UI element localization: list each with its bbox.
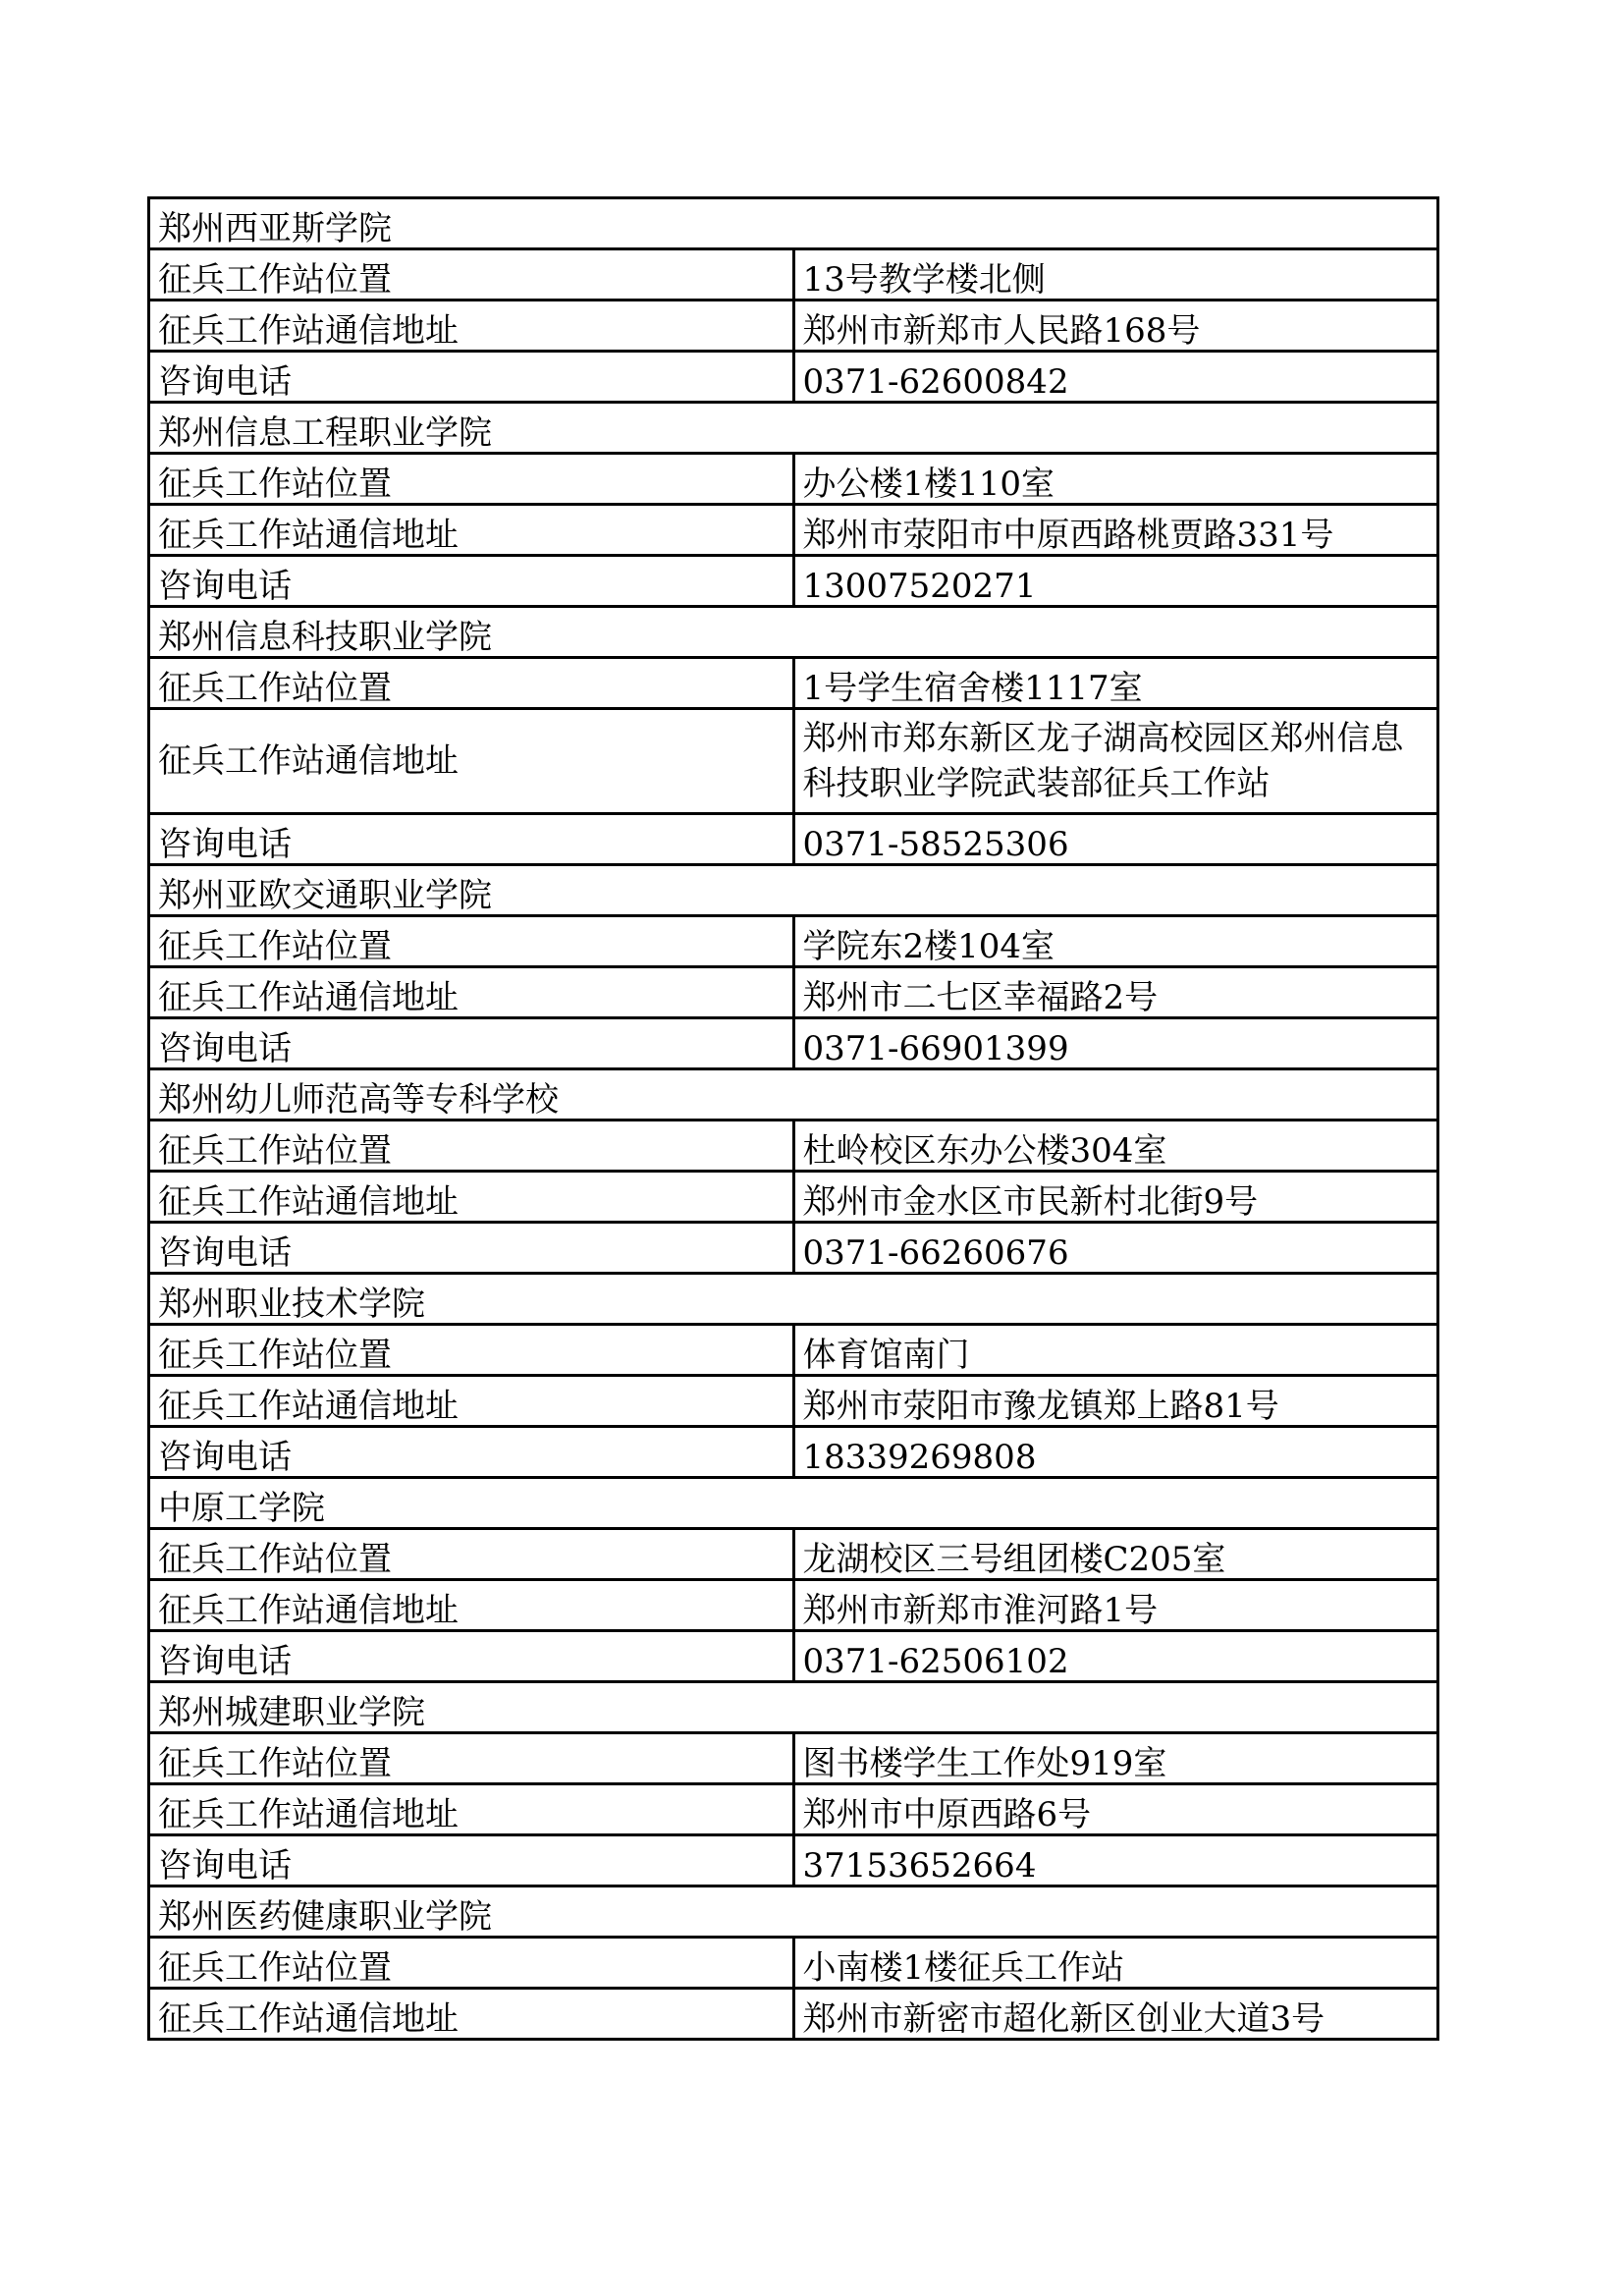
station-address-value: 郑州市新郑市淮河路1号 <box>793 1580 1438 1631</box>
station-location-label: 征兵工作站位置 <box>149 1938 794 1989</box>
table-row <box>149 916 1438 967</box>
station-location-value: 龙湖校区三号组团楼C205室 <box>793 1529 1438 1580</box>
table-row <box>149 1938 1438 1989</box>
table-row <box>149 1631 1438 1682</box>
school-header-row <box>149 403 1438 454</box>
consult-phone-value: 13007520271 <box>793 556 1438 607</box>
table-row <box>149 658 1438 709</box>
table-row <box>149 967 1438 1018</box>
station-location-value: 13号教学楼北侧 <box>793 249 1438 301</box>
table-row <box>149 249 1438 301</box>
school-header-row <box>149 1886 1438 1938</box>
school-header-row <box>149 1274 1438 1325</box>
station-location-label: 征兵工作站位置 <box>149 249 794 301</box>
recruitment-station-table <box>147 196 1439 2041</box>
table-row <box>149 1529 1438 1580</box>
school-header-row <box>149 607 1438 658</box>
station-address-value: 郑州市荥阳市豫龙镇郑上路81号 <box>793 1376 1438 1427</box>
station-address-label: 征兵工作站通信地址 <box>149 505 794 556</box>
station-address-value: 郑州市二七区幸福路2号 <box>793 967 1438 1018</box>
consult-phone-label: 咨询电话 <box>149 556 794 607</box>
station-address-label: 征兵工作站通信地址 <box>149 1989 794 2040</box>
table-row <box>149 1121 1438 1172</box>
station-address-value: 郑州市新密市超化新区创业大道3号 <box>793 1989 1438 2040</box>
school-header-row <box>149 1478 1438 1529</box>
table-row <box>149 505 1438 556</box>
table-body <box>149 198 1438 2040</box>
station-address-value: 郑州市中原西路6号 <box>793 1784 1438 1835</box>
table-row <box>149 1376 1438 1427</box>
table-row <box>149 352 1438 403</box>
school-name: 郑州西亚斯学院 <box>149 198 1438 249</box>
station-location-value: 小南楼1楼征兵工作站 <box>793 1938 1438 1989</box>
table-row <box>149 556 1438 607</box>
school-name: 郑州职业技术学院 <box>149 1274 1438 1325</box>
school-name: 郑州信息科技职业学院 <box>149 607 1438 658</box>
consult-phone-value: 37153652664 <box>793 1835 1438 1886</box>
station-address-value: 郑州市荥阳市中原西路桃贾路331号 <box>793 505 1438 556</box>
table-row <box>149 709 1438 814</box>
station-location-value: 图书楼学生工作处919室 <box>793 1733 1438 1784</box>
table-row <box>149 1784 1438 1835</box>
table-row <box>149 1580 1438 1631</box>
station-address-label: 征兵工作站通信地址 <box>149 1172 794 1223</box>
consult-phone-label: 咨询电话 <box>149 814 794 865</box>
station-address-label: 征兵工作站通信地址 <box>149 967 794 1018</box>
table-row <box>149 1427 1438 1478</box>
station-location-label: 征兵工作站位置 <box>149 1529 794 1580</box>
table-row <box>149 1172 1438 1223</box>
table-row <box>149 454 1438 505</box>
school-header-row <box>149 1682 1438 1733</box>
station-location-value: 办公楼1楼110室 <box>793 454 1438 505</box>
school-name: 郑州城建职业学院 <box>149 1682 1438 1733</box>
table-row <box>149 1989 1438 2040</box>
table-row <box>149 1018 1438 1069</box>
table-row <box>149 1325 1438 1376</box>
consult-phone-label: 咨询电话 <box>149 1631 794 1682</box>
station-location-label: 征兵工作站位置 <box>149 1121 794 1172</box>
consult-phone-label: 咨询电话 <box>149 1018 794 1069</box>
station-location-label: 征兵工作站位置 <box>149 454 794 505</box>
station-address-value: 郑州市金水区市民新村北街9号 <box>793 1172 1438 1223</box>
consult-phone-value: 18339269808 <box>793 1427 1438 1478</box>
school-name: 中原工学院 <box>149 1478 1438 1529</box>
station-location-value: 体育馆南门 <box>793 1325 1438 1376</box>
consult-phone-value: 0371-66901399 <box>793 1018 1438 1069</box>
consult-phone-label: 咨询电话 <box>149 352 794 403</box>
table-row <box>149 1835 1438 1886</box>
consult-phone-label: 咨询电话 <box>149 1835 794 1886</box>
school-header-row <box>149 865 1438 916</box>
station-location-value: 杜岭校区东办公楼304室 <box>793 1121 1438 1172</box>
station-location-label: 征兵工作站位置 <box>149 916 794 967</box>
station-location-label: 征兵工作站位置 <box>149 658 794 709</box>
consult-phone-value: 0371-62600842 <box>793 352 1438 403</box>
school-name: 郑州亚欧交通职业学院 <box>149 865 1438 916</box>
station-address-label: 征兵工作站通信地址 <box>149 301 794 352</box>
school-header-row <box>149 198 1438 249</box>
consult-phone-value: 0371-62506102 <box>793 1631 1438 1682</box>
station-location-label: 征兵工作站位置 <box>149 1325 794 1376</box>
consult-phone-label: 咨询电话 <box>149 1427 794 1478</box>
table-row <box>149 301 1438 352</box>
station-address-label: 征兵工作站通信地址 <box>149 1580 794 1631</box>
table-row <box>149 1733 1438 1784</box>
consult-phone-value: 0371-66260676 <box>793 1223 1438 1274</box>
station-address-label: 征兵工作站通信地址 <box>149 1784 794 1835</box>
table-row <box>149 814 1438 865</box>
school-name: 郑州医药健康职业学院 <box>149 1886 1438 1938</box>
station-address-label: 征兵工作站通信地址 <box>149 1376 794 1427</box>
station-address-value: 郑州市新郑市人民路168号 <box>793 301 1438 352</box>
consult-phone-value: 0371-58525306 <box>793 814 1438 865</box>
station-address-label: 征兵工作站通信地址 <box>149 709 794 814</box>
school-header-row <box>149 1069 1438 1121</box>
station-location-label: 征兵工作站位置 <box>149 1733 794 1784</box>
school-name: 郑州幼儿师范高等专科学校 <box>149 1069 1438 1121</box>
table-row <box>149 1223 1438 1274</box>
station-address-value: 郑州市郑东新区龙子湖高校园区郑州信息科技职业学院武装部征兵工作站 <box>793 709 1438 814</box>
station-location-value: 学院东2楼104室 <box>793 916 1438 967</box>
school-name: 郑州信息工程职业学院 <box>149 403 1438 454</box>
station-location-value: 1号学生宿舍楼1117室 <box>793 658 1438 709</box>
consult-phone-label: 咨询电话 <box>149 1223 794 1274</box>
